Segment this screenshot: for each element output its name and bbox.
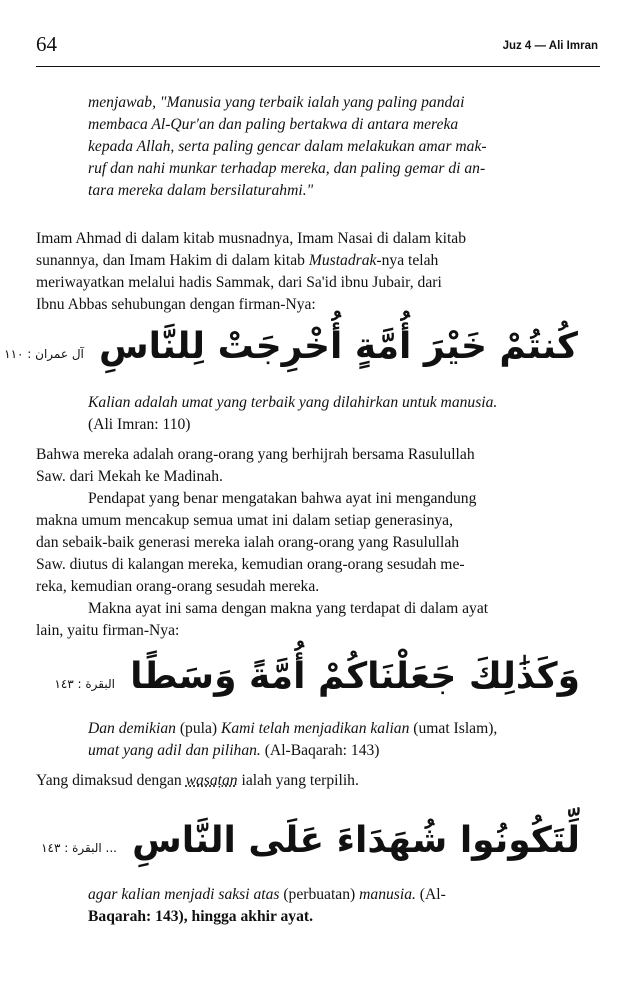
text-span: ialah yang terpilih. <box>241 772 359 789</box>
verse-text: كُنتُمْ خَيْرَ أُمَّةٍ أُخْرِجَتْ لِلنَّاسِ <box>98 326 578 367</box>
running-title: Juz 4 — Ali Imran <box>502 40 598 52</box>
text-line: dan sebaik-baik generasi mereka ialah orang-orang yang Rasulullah <box>36 534 460 551</box>
quote-continuation <box>36 92 638 202</box>
text-span: manusia. <box>359 886 416 903</box>
text-span: sunannya, dan Imam Hakim di dalam kitab <box>36 252 305 269</box>
text-line: Kalian adalah umat yang terbaik yang dilahirkan untuk manusia. <box>88 394 498 411</box>
text-span: umat yang adil dan pilihan. <box>88 742 261 759</box>
verse-text: لِّتَكُونُوا شُهَدَاءَ عَلَى النَّاسِ <box>132 820 580 861</box>
paragraph-hadith-source <box>36 228 598 316</box>
text-line: makna umum mencakup semua umat ini dalam setiap generasinya, <box>36 512 454 529</box>
translation-3 <box>36 884 638 928</box>
header-rule <box>36 66 600 67</box>
text-line <box>36 250 598 272</box>
arabic-verse-3 <box>41 820 580 861</box>
text-span: (Al-Baqarah: 143) <box>264 742 380 759</box>
arabic-verse-2 <box>54 656 580 697</box>
text-line: lain, yaitu firman-Nya: <box>36 622 180 639</box>
text-line: Makna ayat ini sama dengan makna yang terdapat di dalam ayat <box>88 600 489 617</box>
verse-text: وَكَذَٰلِكَ جَعَلْنَاكُمْ أُمَّةً وَسَطًا <box>130 656 580 697</box>
text-span: (perbuatan) <box>283 886 356 903</box>
text-span: -nya telah <box>376 252 439 269</box>
text-line: reka, kemudian orang-orang sesudah mereka. <box>36 578 320 595</box>
paragraph-wasatan <box>36 770 598 792</box>
text-line: Imam Ahmad di dalam kitab musnadnya, Imam Nasai di dalam kitab <box>36 230 467 247</box>
text-line: meriwayatkan melalui hadis Sammak, dari Sa'id ibnu Jubair, dari <box>36 274 442 291</box>
text-line: tara mereka dalam bersilaturahmi." <box>88 182 314 199</box>
text-line: Pendapat yang benar mengatakan bahwa ayat ini mengandung <box>88 490 477 507</box>
text-line: (Ali Imran: 110) <box>88 416 191 433</box>
text-line: Ibnu Abbas sehubungan dengan firman-Nya: <box>36 296 316 313</box>
text-span: agar kalian menjadi saksi atas <box>88 886 280 903</box>
paragraph-hijrah <box>36 444 598 488</box>
text-span: (umat Islam), <box>413 720 498 737</box>
translation-1 <box>36 392 638 436</box>
text-line: kepada Allah, serta paling gencar dalam melakukan amar mak- <box>88 138 487 155</box>
text-line: Bahwa mereka adalah orang-orang yang berhijrah bersama Rasulullah <box>36 446 475 463</box>
text-line <box>88 718 638 740</box>
text-line: membaca Al-Qur'an dan paling bertakwa di antara mereka <box>88 116 459 133</box>
text-line <box>36 770 598 792</box>
text-line <box>88 740 638 762</box>
term-wasatan: wasaṭan <box>185 772 238 789</box>
text-span: Dan demikian <box>88 720 176 737</box>
text-span: Kami telah menjadikan kalian <box>220 720 410 737</box>
arabic-verse-1 <box>4 326 578 367</box>
page-number: 64 <box>36 32 57 56</box>
text-line: menjawab, "Manusia yang terbaik ialah yang paling pandai <box>88 94 465 111</box>
text-line: Saw. dari Mekah ke Madinah. <box>36 468 223 485</box>
verse-reference: البقرة : ١٤٣ <box>54 677 115 691</box>
text-line: ruf dan nahi munkar terhadap mereka, dan paling gemar di an- <box>88 160 486 177</box>
verse-reference: آل عمران : ١١٠ <box>4 347 84 361</box>
text-line: Saw. diutus di kalangan mereka, kemudian orang-orang sesudah me- <box>36 556 465 573</box>
text-span: Yang dimaksud dengan <box>36 772 182 789</box>
paragraph-opinion <box>36 488 598 598</box>
book-title: Mustadrak <box>308 252 377 269</box>
text-span: (Al- <box>419 886 446 903</box>
paragraph-similar-verse <box>36 598 598 642</box>
text-line: Baqarah: 143), hingga akhir ayat. <box>88 908 313 925</box>
text-span: (pula) <box>179 720 218 737</box>
verse-reference: ... البقرة : ١٤٣ <box>41 841 117 855</box>
text-line <box>88 884 638 906</box>
translation-2 <box>36 718 638 762</box>
